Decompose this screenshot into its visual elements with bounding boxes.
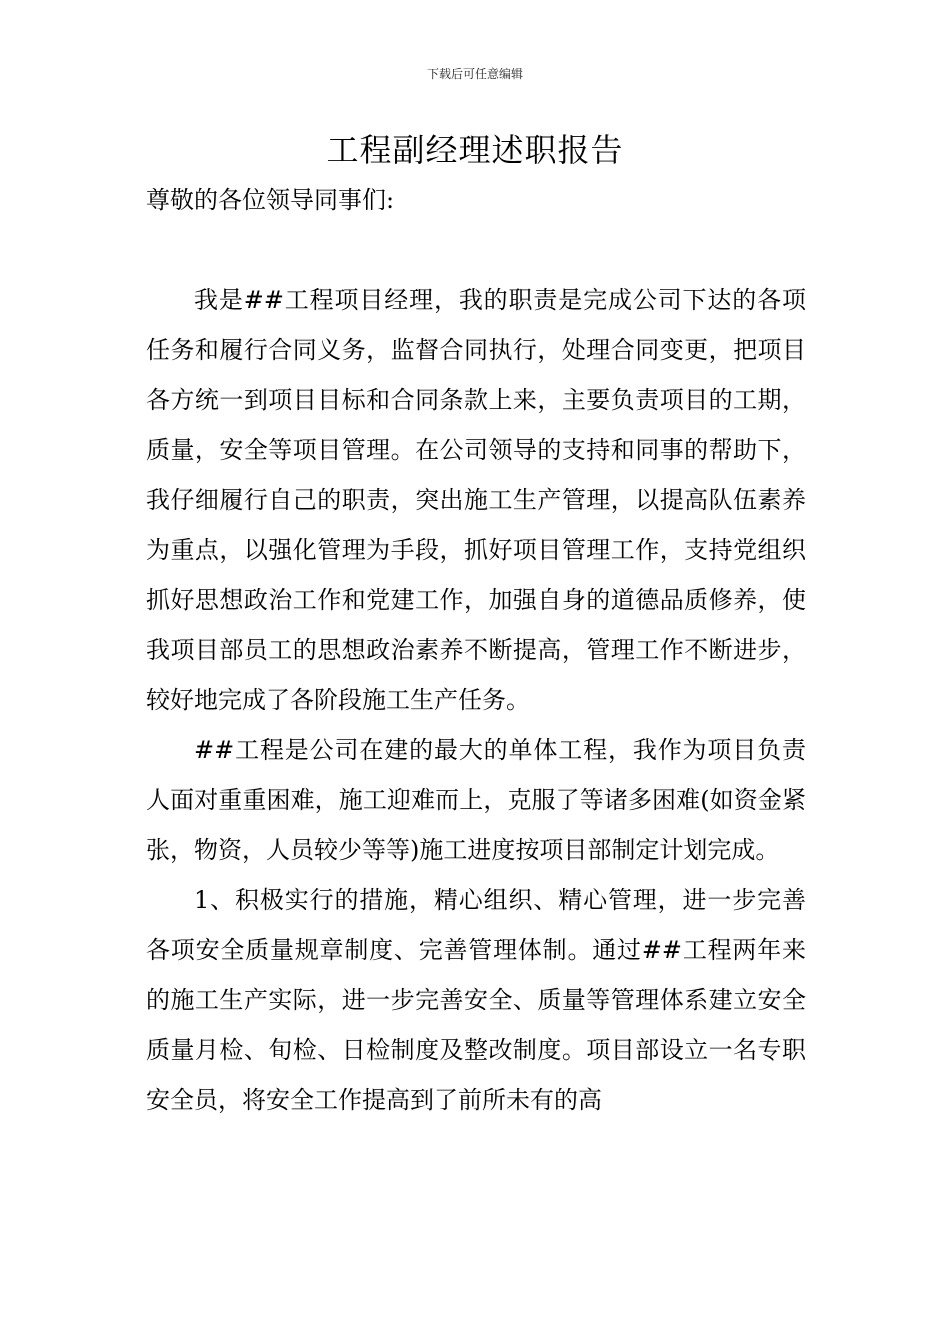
document-body xyxy=(146,275,806,1125)
salutation: 尊敬的各位领导同事们: xyxy=(146,186,395,214)
header-note: 下载后可任意编辑 xyxy=(426,67,523,81)
document-title: 工程副经理述职报告 xyxy=(326,131,624,169)
body-paragraph: 我是##工程项目经理，我的职责是完成公司下达的各项任务和履行合同义务，监督合同执行，处理合同变更，把项目各方统一到项目目标和合同条款上来，主要负责项目的工期，质量，安全等项目管理。在公司领导的支持和同事的帮助下，我仔细履行自己的职责，突出施工生产管理，以提高队伍素养为重点，以强化管理为手段，抓好项目管理工作，支持党组织抓好思想政治工作和党建工作，加强自身的道德品质修养，使我项目部员工的思想政治素养不断提高，管理工作不断进步，较好地完成了各阶段施工生产任务。 xyxy=(146,286,806,714)
body-paragraph: ##工程是公司在建的最大的单体工程，我作为项目负责人面对重重困难，施工迎难而上，克服了等诸多困难(如资金紧张，物资，人员较少等等)施工进度按项目部制定计划完成。 xyxy=(146,736,806,864)
body-paragraph: 1、积极实行的措施，精心组织、精心管理，进一步完善各项安全质量规章制度、完善管理体制。通过##工程两年来的施工生产实际，进一步完善安全、质量等管理体系建立安全质量月检、旬检、日检制度及整改制度。项目部设立一名专职安全员，将安全工作提高到了前所未有的高 xyxy=(146,886,806,1114)
